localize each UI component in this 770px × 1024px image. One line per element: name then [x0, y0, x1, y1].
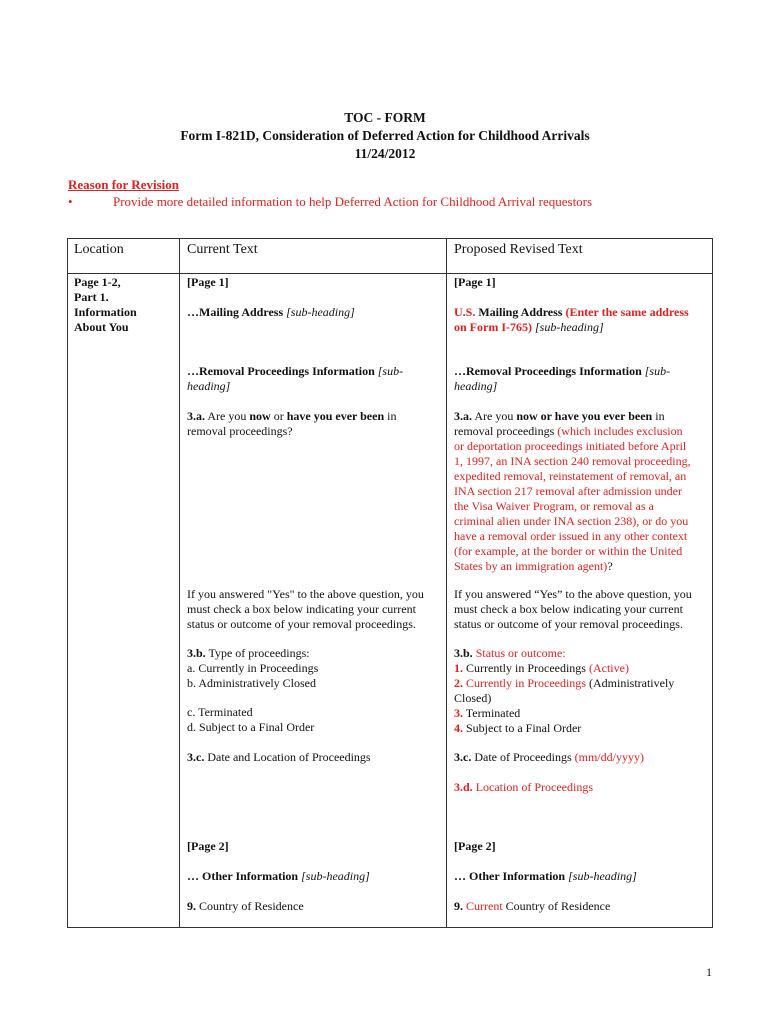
col-header-location: Location	[74, 242, 124, 257]
proposed-q3c-t: Date of Proceedings	[474, 750, 572, 764]
current-q9-t: Country of Residence	[199, 899, 304, 913]
proposed-o4-t: Subject to a Final Order	[466, 721, 582, 735]
current-page2: [Page 2]	[187, 839, 229, 853]
proposed-yes-l2: must check a box below indicating your current	[454, 602, 683, 616]
proposed-q3c	[454, 750, 710, 765]
proposed-o1-r: (Active)	[588, 661, 629, 675]
proposed-q3b-t: Status or outcome:	[475, 646, 566, 660]
proposed-q3a-l9: have a removal order issued in any other context	[454, 529, 688, 543]
reason-text: Provide more detailed information to help Deferred Action for Childhood Arrival requestors	[113, 194, 593, 209]
col-header-current: Current Text	[187, 242, 258, 257]
proposed-q9	[454, 899, 710, 914]
proposed-o1-t: Currently in Proceedings	[466, 661, 586, 675]
proposed-enter-l2: on Form I-765)	[454, 320, 532, 334]
proposed-yes-l3: status or outcome of your removal proceedings.	[454, 617, 683, 631]
current-q3a-have: have you ever been	[286, 409, 385, 423]
proposed-q3a-t1: Are you	[474, 409, 514, 423]
current-q3a-t1: Are you	[207, 409, 247, 423]
current-q3c-t: Date and Location of Proceedings	[207, 750, 371, 764]
proposed-q3a-now: now or have you ever been	[516, 409, 653, 423]
current-other	[187, 869, 443, 884]
current-yes-l3: status or outcome of your removal proceedings.	[187, 617, 416, 631]
proposed-q3d	[454, 780, 710, 795]
proposed-q3a-l8: criminal alien under INA section 238), or do you	[454, 514, 689, 528]
proposed-q9-t: Country of Residence	[505, 899, 611, 913]
col-header-proposed: Proposed Revised Text	[454, 242, 583, 257]
col-divider-1	[179, 239, 180, 927]
reason-heading: Reason for Revision	[68, 177, 179, 192]
page-number: 1	[706, 965, 712, 979]
proposed-q3b-label: 3.b.	[454, 646, 473, 660]
proposed-q3a-l11: States by an immigration agent)	[454, 559, 608, 573]
current-q3b-label: 3.b.	[187, 646, 206, 660]
proposed-yes-note	[454, 587, 712, 632]
current-mailing-label: …Mailing Address	[187, 305, 284, 319]
proposed-o4-num: 4.	[454, 721, 463, 735]
current-removal-heading	[187, 364, 443, 394]
doc-title-line2: Form I-821D, Consideration of Deferred Action for Childhood Arrivals	[180, 128, 590, 143]
proposed-other-sub: [sub-heading]	[568, 869, 637, 883]
revision-table	[67, 238, 713, 928]
proposed-o2-num: 2.	[454, 676, 463, 690]
proposed-q3d-label: 3.d.	[454, 780, 473, 794]
proposed-page1: [Page 1]	[454, 275, 496, 289]
proposed-other-label: … Other Information	[454, 869, 566, 883]
current-q9	[187, 899, 443, 914]
proposed-o1-num: 1.	[454, 661, 463, 675]
proposed-q3a-label: 3.a.	[454, 409, 472, 423]
proposed-removal-heading	[454, 364, 710, 394]
doc-title-line1: TOC - FORM	[344, 110, 426, 125]
current-mailing	[187, 305, 443, 320]
current-page1: [Page 1]	[187, 275, 229, 289]
current-q3b-c: c. Terminated	[187, 705, 253, 719]
current-q3a-now: now	[249, 409, 271, 423]
proposed-q9-label: 9.	[454, 899, 463, 913]
proposed-o2-t: (Administratively	[588, 676, 675, 690]
current-yes-note	[187, 587, 445, 632]
current-q3a-line2: removal proceedings?	[187, 424, 293, 438]
proposed-mailing	[454, 305, 712, 335]
proposed-page2: [Page 2]	[454, 839, 496, 853]
proposed-q3a-l10: (for example, at the border or within the United	[454, 544, 683, 558]
proposed-o3-t: Terminated	[465, 706, 521, 720]
proposed-o2-t2: Closed)	[454, 691, 492, 705]
proposed-mailing-label: Mailing Address	[478, 305, 563, 319]
location-line: Part 1.	[74, 290, 109, 304]
current-q3a-or: or	[273, 409, 284, 423]
current-q3b-b: b. Administratively Closed	[187, 676, 316, 690]
proposed-removal-sub1: [sub-	[644, 364, 671, 378]
proposed-q3a-l3: or deportation proceedings initiated before April	[454, 439, 687, 453]
current-removal-sub1: [sub-	[377, 364, 404, 378]
current-yes-l2: must check a box below indicating your current	[187, 602, 416, 616]
proposed-other	[454, 869, 710, 884]
current-removal-label: …Removal Proceedings Information	[187, 364, 375, 378]
proposed-q3c-label: 3.c.	[454, 750, 472, 764]
bullet-icon: •	[68, 194, 73, 209]
current-other-label: … Other Information	[187, 869, 299, 883]
current-q3c	[187, 750, 443, 765]
current-q3b-t: Type of proceedings:	[208, 646, 310, 660]
proposed-q3a-l2a: removal proceedings	[454, 424, 555, 438]
location-line: About You	[74, 320, 129, 334]
current-q3a	[187, 409, 443, 439]
proposed-enter-l1: (Enter the same address	[565, 305, 689, 319]
proposed-o2-r: Currently in Proceedings	[466, 676, 586, 690]
proposed-yes-l1: If you answered “Yes” to the above question, you	[454, 587, 692, 601]
proposed-q3a	[454, 409, 712, 574]
proposed-q3c-r: (mm/dd/yyyy)	[574, 750, 644, 764]
current-other-sub: [sub-heading]	[301, 869, 370, 883]
doc-date: 11/24/2012	[354, 146, 416, 161]
header-divider	[68, 273, 712, 274]
location-line: Page 1-2,	[74, 275, 121, 289]
proposed-removal-sub2: heading]	[454, 379, 498, 393]
current-q9-label: 9.	[187, 899, 196, 913]
current-q3b-d: d. Subject to a Final Order	[187, 720, 315, 734]
proposed-q3a-l4: 1, 1997, an INA section 240 removal proceeding,	[454, 454, 691, 468]
proposed-us: U.S.	[454, 305, 476, 319]
proposed-q9-r: Current	[466, 899, 503, 913]
proposed-q3a-qmark: ?	[607, 559, 613, 573]
proposed-q3a-l2b: (which includes exclusion	[557, 424, 683, 438]
location-cell	[74, 275, 174, 335]
proposed-o3-num: 3.	[454, 706, 463, 720]
current-q3b	[187, 646, 443, 691]
proposed-q3d-t: Location of Proceedings	[475, 780, 593, 794]
proposed-q3a-l7: the Visa Waiver Program, or removal as a	[454, 499, 654, 513]
proposed-q3a-in: in	[655, 409, 665, 423]
current-yes-l1: If you answered "Yes" to the above question, you	[187, 587, 424, 601]
location-line: Information	[74, 305, 137, 319]
proposed-mailing-sub: [sub-heading]	[535, 320, 604, 334]
proposed-q3a-l6: INA section 217 removal after admission under	[454, 484, 682, 498]
col-divider-2	[446, 239, 447, 927]
current-q3a-in: in	[387, 409, 397, 423]
current-q3c-label: 3.c.	[187, 750, 205, 764]
current-q3a-label: 3.a.	[187, 409, 205, 423]
current-mailing-sub: [sub-heading]	[286, 305, 355, 319]
proposed-removal-label: …Removal Proceedings Information	[454, 364, 642, 378]
proposed-q3b	[454, 646, 712, 736]
proposed-q3a-l5: expedited removal, reinstatement of removal, an	[454, 469, 687, 483]
current-removal-sub2: heading]	[187, 379, 231, 393]
current-q3b-a: a. Currently in Proceedings	[187, 661, 319, 675]
current-q3b-more	[187, 705, 443, 735]
